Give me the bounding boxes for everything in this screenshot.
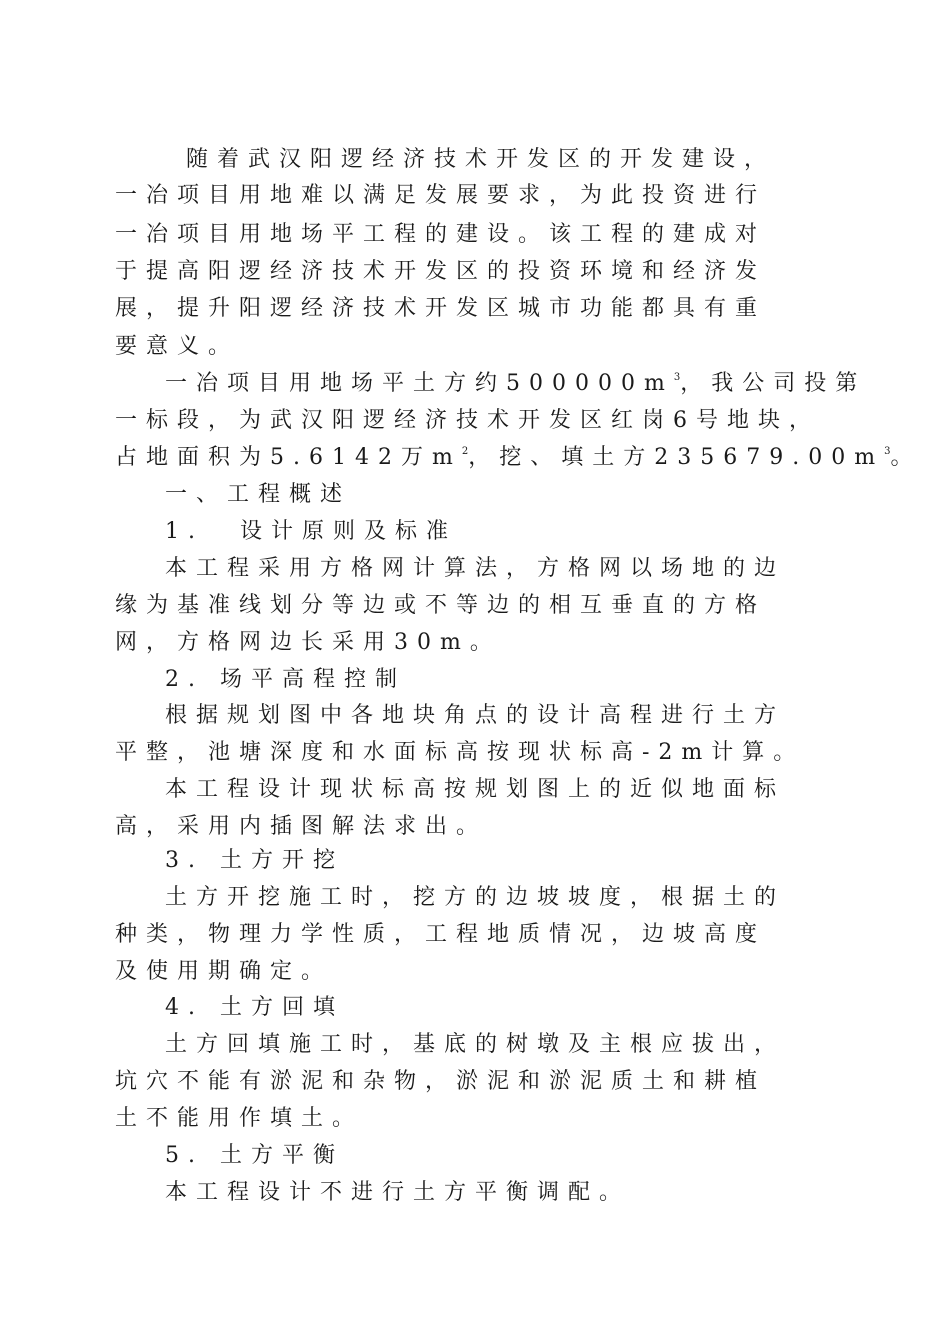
- subsection-5-heading: [165, 1138, 905, 1174]
- subsection-1-title: 设计原则及标准: [240, 519, 458, 544]
- subsection-4-number: 4.: [165, 995, 204, 1020]
- subsection-4-heading: [165, 990, 905, 1026]
- paragraph-2-line-2: 一标段，为武汉阳逻经济技术开发区红岗6号地块，: [115, 408, 820, 433]
- cubic-superscript: 3: [673, 372, 681, 383]
- section-title: 一、工程概述: [165, 482, 352, 507]
- subsection-4-title: 土方回填: [220, 995, 345, 1020]
- subsection-5-title: 土方平衡: [220, 1143, 345, 1168]
- subsection-3-heading: [165, 843, 905, 879]
- subsection-2-number: 2.: [165, 667, 204, 692]
- subsection-5-number: 5.: [165, 1143, 204, 1168]
- volume-text: 一冶项目用地场平土方约500000m: [165, 371, 674, 396]
- earthwork-text: ，挖、填土方235679.00m: [468, 445, 885, 470]
- paragraph-1-line-3: 一冶项目用地场平工程的建设。该工程的建成对: [115, 222, 767, 247]
- subsection-2-line-4: 高，采用内插图解法求出。: [115, 814, 488, 839]
- subsection-2-line-3: 本工程设计现状标高按规划图上的近似地面标: [165, 777, 786, 802]
- volume-text-tail: ，我公司投第: [680, 371, 867, 396]
- subsection-1-line-1: 本工程采用方格网计算法，方格网以场地的边: [165, 556, 786, 581]
- paragraph-1-line-5: 展，提升阳逻经济技术开发区城市功能都具有重: [115, 296, 767, 321]
- subsection-5-line-1: 本工程设计不进行土方平衡调配。: [165, 1180, 631, 1205]
- paragraph-1-line-4: 于提高阳逻经济技术开发区的投资环境和经济发: [115, 259, 767, 284]
- subsection-2-title: 场平高程控制: [220, 667, 407, 692]
- subsection-1-heading: [165, 514, 905, 550]
- paragraph-2-line-1: [165, 366, 905, 402]
- subsection-2-line-1: 根据规划图中各地块角点的设计高程进行土方: [165, 703, 786, 728]
- subsection-2-line-2: 平整，池塘深度和水面标高按现状标高-2m计算。: [115, 740, 805, 765]
- cubic-superscript-2: 3: [884, 446, 891, 457]
- subsection-2-heading: [165, 662, 905, 698]
- area-text: 占地面积为5.6142万m: [115, 445, 462, 470]
- subsection-3-number: 3.: [165, 848, 204, 873]
- subsection-3-title: 土方开挖: [220, 848, 345, 873]
- paragraph-1-line-6: 要意义。: [115, 334, 240, 359]
- subsection-4-line-3: 土不能用作填土。: [115, 1106, 364, 1131]
- subsection-1-line-2: 缘为基准线划分等边或不等边的相互垂直的方格: [115, 593, 767, 618]
- subsection-4-line-2: 坑穴不能有淤泥和杂物，淤泥和淤泥质土和耕植: [115, 1069, 767, 1094]
- square-superscript: 2: [461, 446, 469, 457]
- subsection-1-number: 1.: [165, 519, 204, 544]
- paragraph-1-line-1: 随着武汉阳逻经济技术开发区的开发建设，: [186, 147, 776, 172]
- subsection-3-line-3: 及使用期确定。: [115, 959, 333, 984]
- paragraph-1-line-2: 一冶项目用地难以满足发展要求，为此投资进行: [115, 183, 767, 208]
- paragraph-2-line-3: [115, 440, 922, 476]
- subsection-3-line-2: 种类，物理力学性质，工程地质情况，边坡高度: [115, 922, 767, 947]
- period-text: 。: [890, 445, 922, 470]
- subsection-1-line-3: 网，方格网边长采用30m。: [115, 630, 501, 655]
- subsection-4-line-1: 土方回填施工时，基底的树墩及主根应拔出，: [165, 1032, 786, 1057]
- subsection-3-line-1: 土方开挖施工时，挖方的边坡坡度，根据土的: [165, 885, 786, 910]
